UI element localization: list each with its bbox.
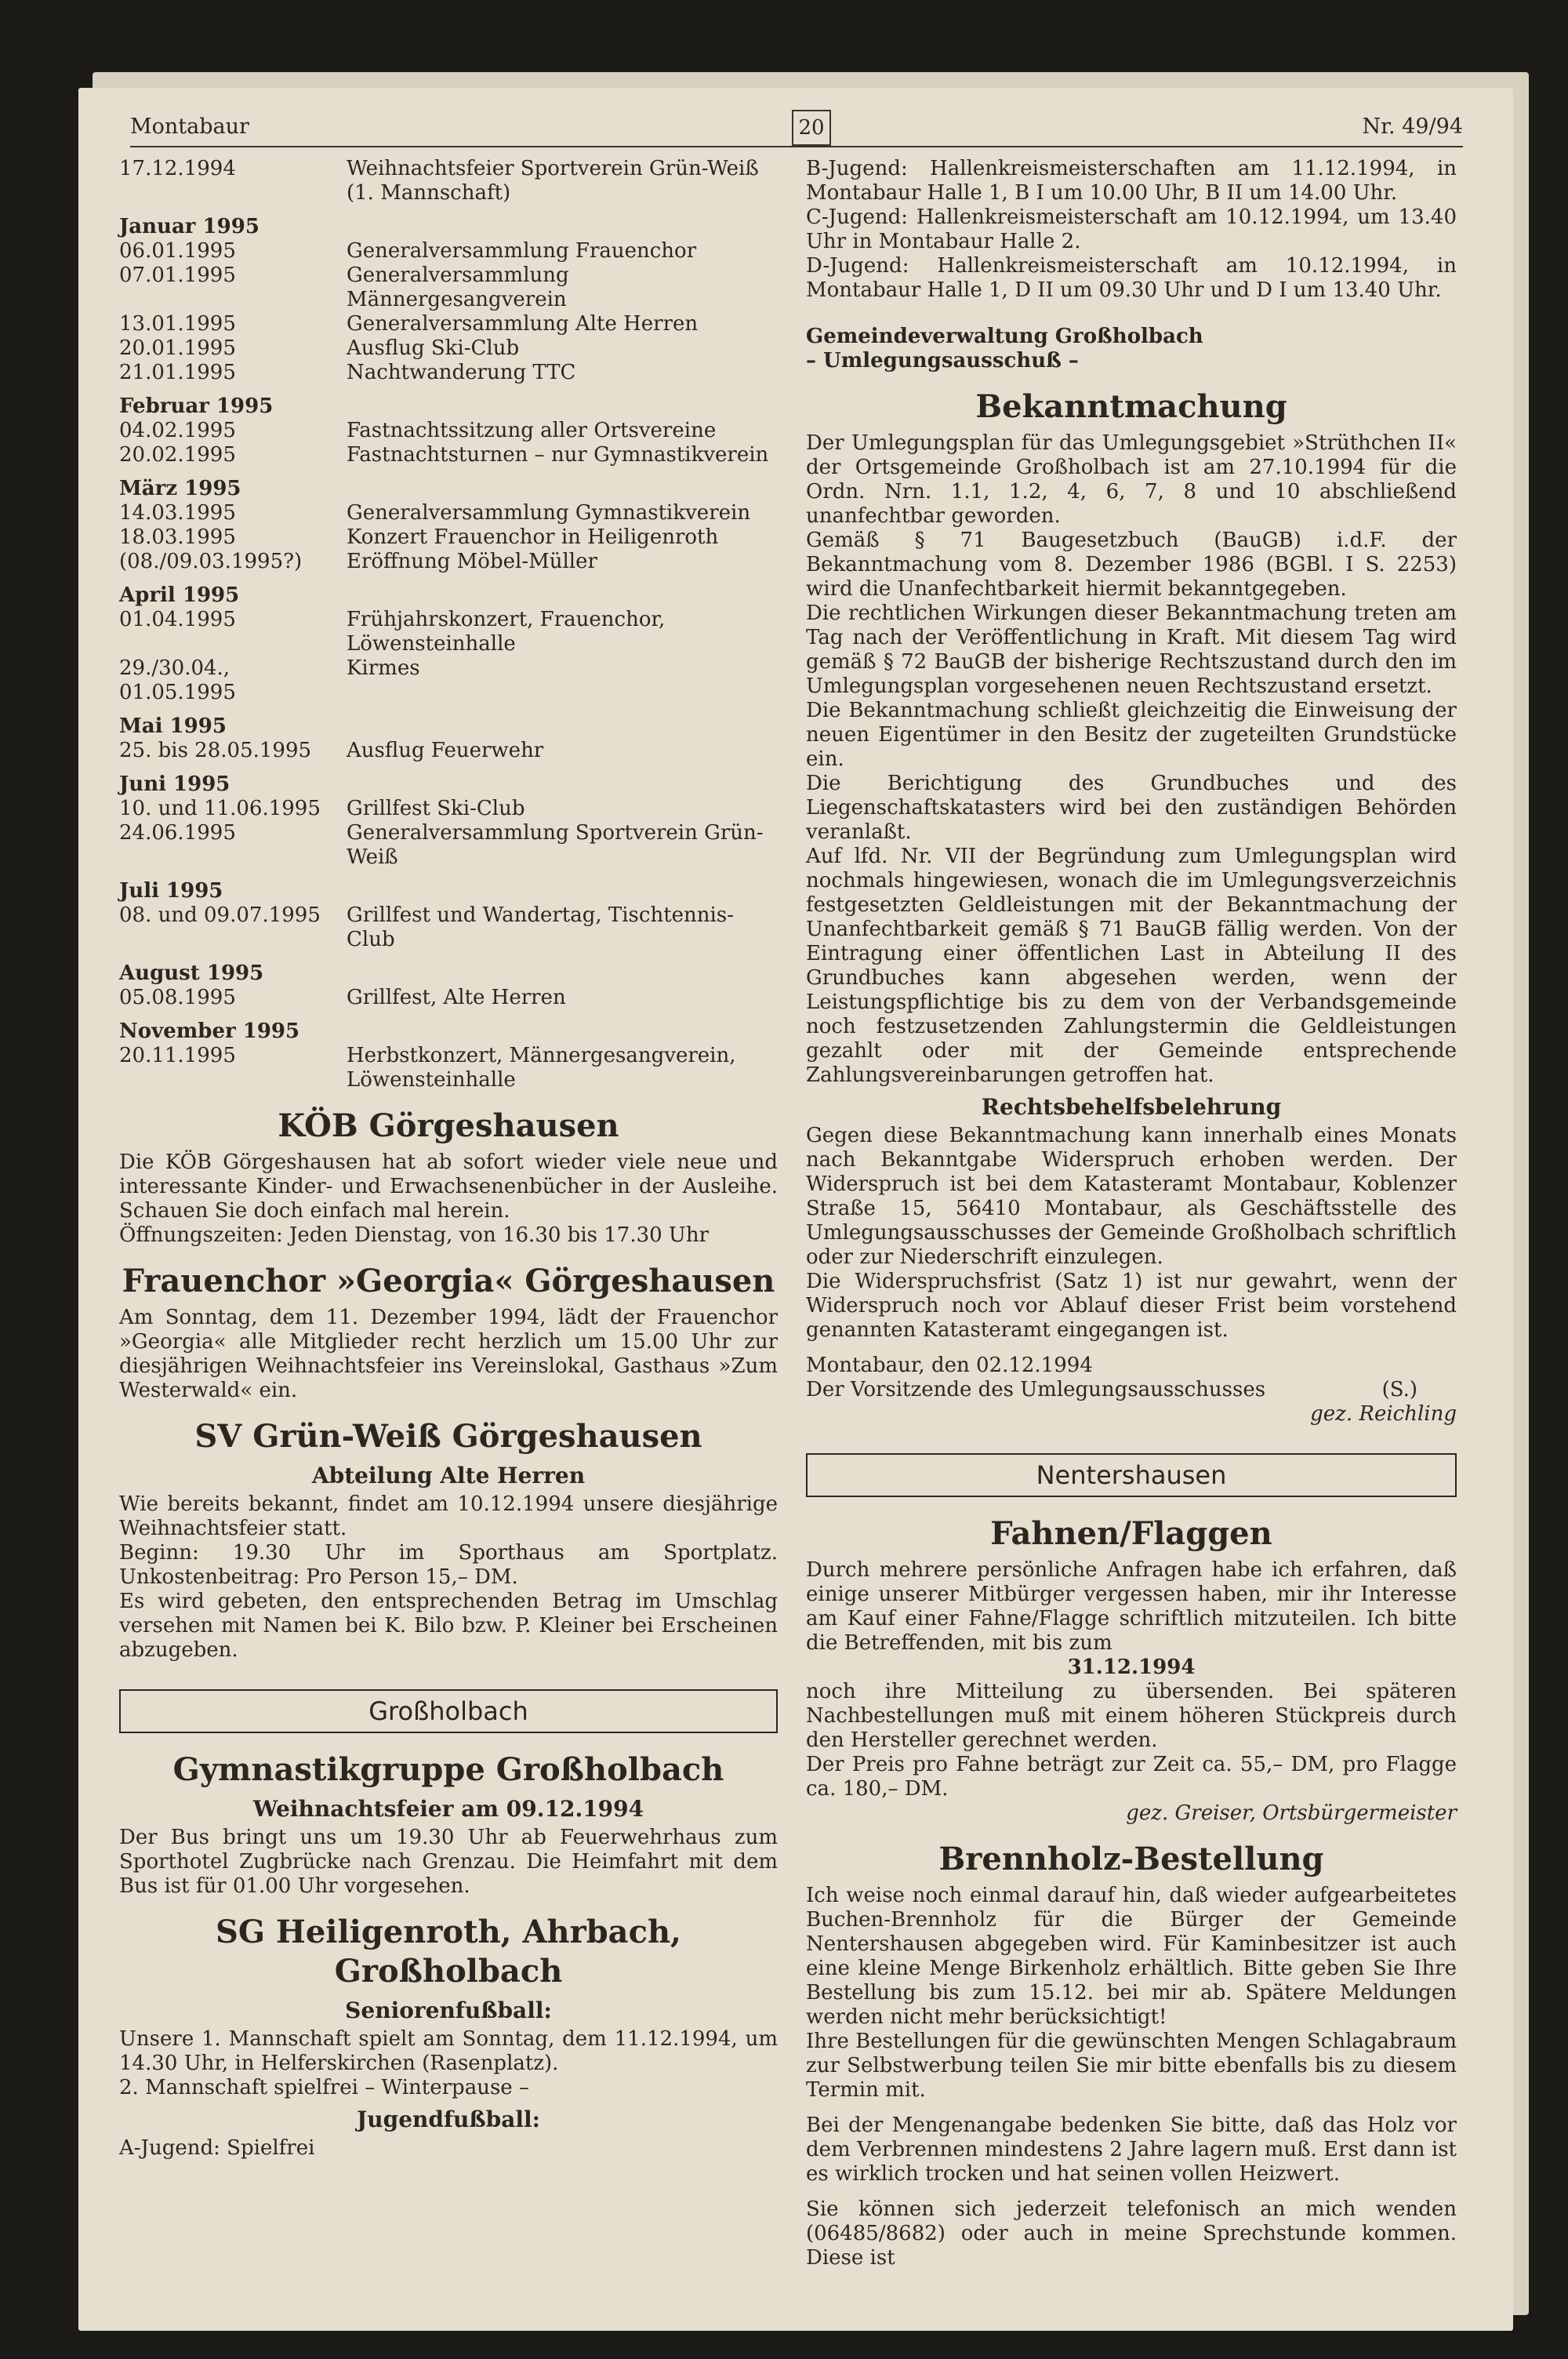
- event-text: Konzert Frauenchor in Heiligenroth: [347, 525, 719, 549]
- event-row: [119, 525, 778, 550]
- month-heading: August 1995: [119, 961, 264, 985]
- brennholz-title: Brennholz-Bestellung: [938, 1841, 1324, 1877]
- brennholz-p3: Bei der Mengenangabe bedenken Sie bitte, daß das Holz vor dem Verbrennen mindestens 2 Jahre lagern muß. Erst dann ist es wirklich trocken und hat seinen vollen Heizwert.: [806, 2114, 1457, 2186]
- event-date: 07.01.1995: [119, 264, 236, 287]
- jugend-c: C-Jugend: Hallenkreismeisterschaft am 10.12.1994, um 13.40 Uhr in Montabaur Halle 2.: [806, 205, 1457, 253]
- page-number: 20: [792, 110, 831, 146]
- newspaper-page: [78, 88, 1513, 2331]
- right-column: [806, 157, 1457, 2270]
- sv-p2: Beginn: 19.30 Uhr im Sporthaus am Sportplatz. Unkostenbeitrag: Pro Person 15,– DM.: [119, 1541, 778, 1589]
- event-row: [119, 739, 778, 763]
- signed-reichling: gez. Reichling: [1310, 1402, 1457, 1426]
- sv-p1: Wie bereits bekannt, findet am 10.12.1994 unsere diesjährige Weihnachtsfeier statt.: [119, 1492, 778, 1540]
- fahnen-p1: Durch mehrere persönliche Anfragen habe ich erfahren, daß einige unserer Mitbürger vergessen haben, mir ihr Interesse am Kauf einer Fahne/Flagge schriftlich mitzuteilen. Ich bitte die Betreffenden, mit bis zum: [806, 1558, 1457, 1655]
- event-row: [119, 361, 778, 385]
- gymnastik-title: Gymnastikgruppe Großholbach: [172, 1751, 724, 1788]
- event-row: [119, 608, 778, 656]
- event-date: 17.12.1994: [119, 157, 236, 180]
- event-text: Herbstkonzert, Männergesangverein, Löwensteinhalle: [347, 1044, 736, 1092]
- event-row: [119, 419, 778, 443]
- signer: Der Vorsitzende des Umlegungsausschusses: [806, 1378, 1266, 1401]
- event-text: Generalversammlung Alte Herren: [347, 312, 699, 336]
- event-date: 10. und 11.06.1995: [119, 797, 321, 820]
- left-column: [119, 157, 778, 2161]
- brennholz-p1: Ich weise noch einmal darauf hin, daß wieder aufgearbeitetes Buchen-Brennholz für die Bürger der Gemeinde Nentershausen abgegeben wird. Für Kaminbesitzer ist auch eine kleine Menge Birkenholz erhältlich. Bitte geben Sie Ihre Bestellung bis zum 15.12. bei mir ab. Spätere Meldungen werden nicht mehr berücksichtigt!: [806, 1884, 1457, 2029]
- event-date: 29./30.04., 01.05.1995: [119, 656, 236, 704]
- month-heading: März 1995: [119, 477, 241, 500]
- event-row: [119, 443, 778, 467]
- event-row: [119, 550, 778, 574]
- event-row: [119, 797, 778, 821]
- event-row: [119, 264, 778, 312]
- bekanntmachung-p1: Der Umlegungsplan für das Umlegungsgebiet »Strüthchen II« der Ortsgemeinde Großholbach ist am 27.10.1994 für die Ordn. Nrn. 1.1, 1.2, 4, 6, 7, 8 und 10 abschließend unanfechtbar geworden.: [806, 431, 1457, 528]
- event-text: Generalversammlung Gymnastikverein: [347, 501, 751, 525]
- section-box-nentershausen: Nentershausen: [806, 1453, 1457, 1497]
- event-text: Generalversammlung Frauenchor: [347, 239, 697, 263]
- event-text: Generalversammlung Männergesangverein: [347, 264, 569, 311]
- koeb-title: KÖB Görgeshausen: [278, 1107, 619, 1144]
- event-row: [119, 312, 778, 336]
- month-heading: Juli 1995: [119, 879, 223, 903]
- fahnen-date: 31.12.1994: [1067, 1656, 1196, 1679]
- fahnen-p3: Der Preis pro Fahne beträgt zur Zeit ca. 55,– DM, pro Flagge ca. 180,– DM.: [806, 1753, 1457, 1801]
- bekanntmachung-p4: Die Bekanntmachung schließt gleichzeitig die Einweisung der neuen Eigentümer in den Besitz der zugeteilten Grundstücke ein.: [806, 699, 1457, 771]
- jugend-b: B-Jugend: Hallenkreismeisterschaften am 11.12.1994, in Montabaur Halle 1, B I um 10.00 Uhr, B II um 14.00 Uhr.: [806, 157, 1457, 205]
- bekanntmachung-p5: Die Berichtigung des Grundbuches und des Liegenschaftskatasters wird bei den zuständigen Behörden veranlaßt.: [806, 772, 1457, 844]
- sv-p3: Es wird gebeten, den entsprechenden Betrag im Umschlag versehen mit Namen bei K. Bilo bzw. P. Kleiner bei Erscheinen abzugeben.: [119, 1590, 778, 1662]
- sv-subtitle: Abteilung Alte Herren: [311, 1463, 586, 1488]
- place-date: Montabaur, den 02.12.1994: [806, 1354, 1093, 1377]
- event-date: 04.02.1995: [119, 419, 236, 442]
- sg-sub2: Jugendfußball:: [357, 2106, 540, 2132]
- koeb-hours: Öffnungszeiten: Jeden Dienstag, von 16.30 bis 17.30 Uhr: [119, 1223, 710, 1247]
- event-text: Generalversammlung Sportverein Grün-Weiß: [347, 821, 764, 869]
- gemeinde-line2: – Umlegungsausschuß –: [806, 349, 1079, 373]
- event-text: Grillfest, Alte Herren: [347, 986, 566, 1009]
- event-text: Weihnachtsfeier Sportverein Grün-Weiß (1. Mannschaft): [347, 157, 759, 205]
- brennholz-p4: Sie können sich jederzeit telefonisch an mich wenden (06485/8682) oder auch in meine Sprechstunde kommen. Diese ist: [806, 2197, 1457, 2270]
- gymnastik-text: Der Bus bringt uns um 19.30 Uhr ab Feuerwehrhaus zum Sporthotel Zugbrücke nach Grenzau. Die Heimfahrt mit dem Bus ist für 01.00 Uhr vorgesehen.: [119, 1826, 778, 1898]
- fahnen-title: Fahnen/Flaggen: [990, 1515, 1272, 1552]
- bekanntmachung-p6: Auf lfd. Nr. VII der Begründung zum Umlegungsplan wird nochmals hingewiesen, wonach die im Umlegungsverzeichnis festgesetzten Geldleistungen mit der Bekanntmachung der Unanfechtbarkeit gemäß § 71 BauGB fällig werden. Von der Eintragung einer öffentlichen Last in Abteilung II des Grundbuches kann abgesehen werden, wenn der Leistungspflichtige bis zu dem von der Verbandsgemeinde noch festzusetzenden Zahlungstermin die Geldleistungen gezahlt oder mit der Gemeinde entsprechende Zahlungsvereinbarungen getroffen hat.: [806, 845, 1457, 1087]
- event-date: 06.01.1995: [119, 239, 236, 263]
- rechtsbehelf-title: Rechtsbehelfsbelehrung: [981, 1094, 1282, 1120]
- event-date: 18.03.1995: [119, 525, 236, 549]
- month-heading: Juni 1995: [119, 772, 230, 796]
- event-text: Ausflug Ski-Club: [347, 336, 520, 360]
- event-text: Eröffnung Möbel-Müller: [347, 550, 597, 573]
- month-heading: Februar 1995: [119, 394, 274, 418]
- sg-title: SG Heiligenroth, Ahrbach, Großholbach: [216, 1914, 681, 1990]
- sig-mark: (S.): [1381, 1378, 1417, 1401]
- sg-sub1: Seniorenfußball:: [345, 1997, 552, 2023]
- sv-title: SV Grün-Weiß Görgeshausen: [194, 1418, 702, 1455]
- month-heading: Januar 1995: [119, 215, 260, 238]
- bekanntmachung-title: Bekanntmachung: [975, 388, 1287, 425]
- event-text: Fastnachtssitzung aller Ortsvereine: [347, 419, 717, 442]
- event-calendar: [119, 215, 778, 1092]
- header-right: Nr. 49/94: [1362, 114, 1463, 139]
- event-text: Kirmes: [347, 656, 420, 680]
- section-box-grossholbach: Großholbach: [119, 1689, 778, 1733]
- event-date: 21.01.1995: [119, 361, 236, 384]
- header-left: Montabaur: [130, 114, 249, 139]
- sg-p1: Unsere 1. Mannschaft spielt am Sonntag, dem 11.12.1994, um 14.30 Uhr, in Helferskirchen (Rasenplatz).: [119, 2027, 778, 2075]
- bekanntmachung-p2: Gemäß § 71 Baugesetzbuch (BauGB) i.d.F. der Bekanntmachung vom 8. Dezember 1986 (BGBl. I S. 2253) wird die Unanfechtbarkeit hiermit bekanntgegeben.: [806, 529, 1457, 601]
- gemeinde-line1: Gemeindeverwaltung Großholbach: [806, 325, 1203, 348]
- event-row: [119, 986, 778, 1010]
- bekanntmachung-p3: Die rechtlichen Wirkungen dieser Bekanntmachung treten am Tag nach der Veröffentlichung in Kraft. Mit diesem Tag wird gemäß § 72 BauGB der bisherige Rechtszustand durch den im Umlegungsplan vorgesehenen neuen Rechtszustand ersetzt.: [806, 602, 1457, 698]
- event-text: Ausflug Feuerwehr: [347, 739, 544, 762]
- event-row: [119, 903, 778, 952]
- frauenchor-title: Frauenchor »Georgia« Görgeshausen: [122, 1263, 775, 1299]
- signer-line: [806, 1378, 1457, 1402]
- month-heading: April 1995: [119, 583, 240, 607]
- event-date: 01.04.1995: [119, 608, 236, 631]
- event-date: 14.03.1995: [119, 501, 236, 525]
- rechtsbehelf-p1: Gegen diese Bekanntmachung kann innerhalb eines Monats nach Bekanntgabe Widerspruch erhoben werden. Der Widerspruch ist bei dem Katasteramt Montabaur, Koblenzer Straße 15, 56410 Montabaur, als Geschäftsstelle des Umlegungsausschusses der Gemeinde Großholbach schriftlich oder zur Niederschrift einzulegen.: [806, 1124, 1457, 1269]
- event-date: 13.01.1995: [119, 312, 236, 336]
- event-date: 20.11.1995: [119, 1044, 236, 1067]
- event-date: 05.08.1995: [119, 986, 236, 1009]
- event-text: Frühjahrskonzert, Frauenchor, Löwensteinhalle: [347, 608, 666, 656]
- event-row: [119, 501, 778, 525]
- jugend-d: D-Jugend: Hallenkreismeisterschaft am 10.12.1994, in Montabaur Halle 1, D II um 09.30 Uhr und D I um 13.40 Uhr.: [806, 254, 1457, 302]
- header-rule: [130, 146, 1463, 147]
- fahnen-p2: noch ihre Mitteilung zu übersenden. Bei späteren Nachbestellungen muß mit einem höheren Stückpreis durch den Hersteller gerechnet werden.: [806, 1680, 1457, 1752]
- brennholz-p2: Ihre Bestellungen für die gewünschten Mengen Schlagabraum zur Selbstwerbung teilen Sie mir bitte ebenfalls bis zu diesem Termin mit.: [806, 2030, 1457, 2102]
- event-row: [119, 1044, 778, 1092]
- month-heading: November 1995: [119, 1020, 300, 1043]
- event-row: [119, 336, 778, 361]
- event-date: 20.01.1995: [119, 336, 236, 360]
- event-row: [119, 239, 778, 264]
- event-row: [119, 656, 778, 705]
- event-date: (08./09.03.1995?): [119, 550, 303, 573]
- event-date: 20.02.1995: [119, 443, 236, 467]
- event-text: Grillfest und Wandertag, Tischtennis-Club: [347, 903, 734, 951]
- koeb-text: Die KÖB Görgeshausen hat ab sofort wieder viele neue und interessante Kinder- und Erwachsenenbücher in der Ausleihe. Schauen Sie doch einfach mal herein.: [119, 1150, 778, 1223]
- event-date: 25. bis 28.05.1995: [119, 739, 312, 762]
- event-row: [119, 157, 778, 205]
- event-row: [119, 821, 778, 870]
- gymnastik-subtitle: Weihnachtsfeier am 09.12.1994: [252, 1796, 644, 1822]
- frauenchor-text: Am Sonntag, dem 11. Dezember 1994, lädt der Frauenchor »Georgia« alle Mitglieder recht herzlich um 15.00 Uhr zur diesjährigen Weihnachtsfeier ins Vereinslokal, Gasthaus »Zum Westerwald« ein.: [119, 1306, 778, 1402]
- event-text: Nachtwanderung TTC: [347, 361, 576, 384]
- event-date: 08. und 09.07.1995: [119, 903, 321, 927]
- signed-greiser: gez. Greiser, Ortsbürgermeister: [1126, 1801, 1457, 1825]
- event-date: 24.06.1995: [119, 821, 236, 845]
- event-text: Fastnachtsturnen – nur Gymnastikverein: [347, 443, 769, 467]
- sg-p3: A-Jugend: Spielfrei: [119, 2136, 315, 2160]
- month-heading: Mai 1995: [119, 714, 227, 738]
- sg-p2: 2. Mannschaft spielfrei – Winterpause –: [119, 2076, 529, 2099]
- event-text: Grillfest Ski-Club: [347, 797, 525, 820]
- rechtsbehelf-p2: Die Widerspruchsfrist (Satz 1) ist nur gewahrt, wenn der Widerspruch noch vor Ablauf dieser Frist beim vorstehend genannten Katasteramt eingegangen ist.: [806, 1270, 1457, 1342]
